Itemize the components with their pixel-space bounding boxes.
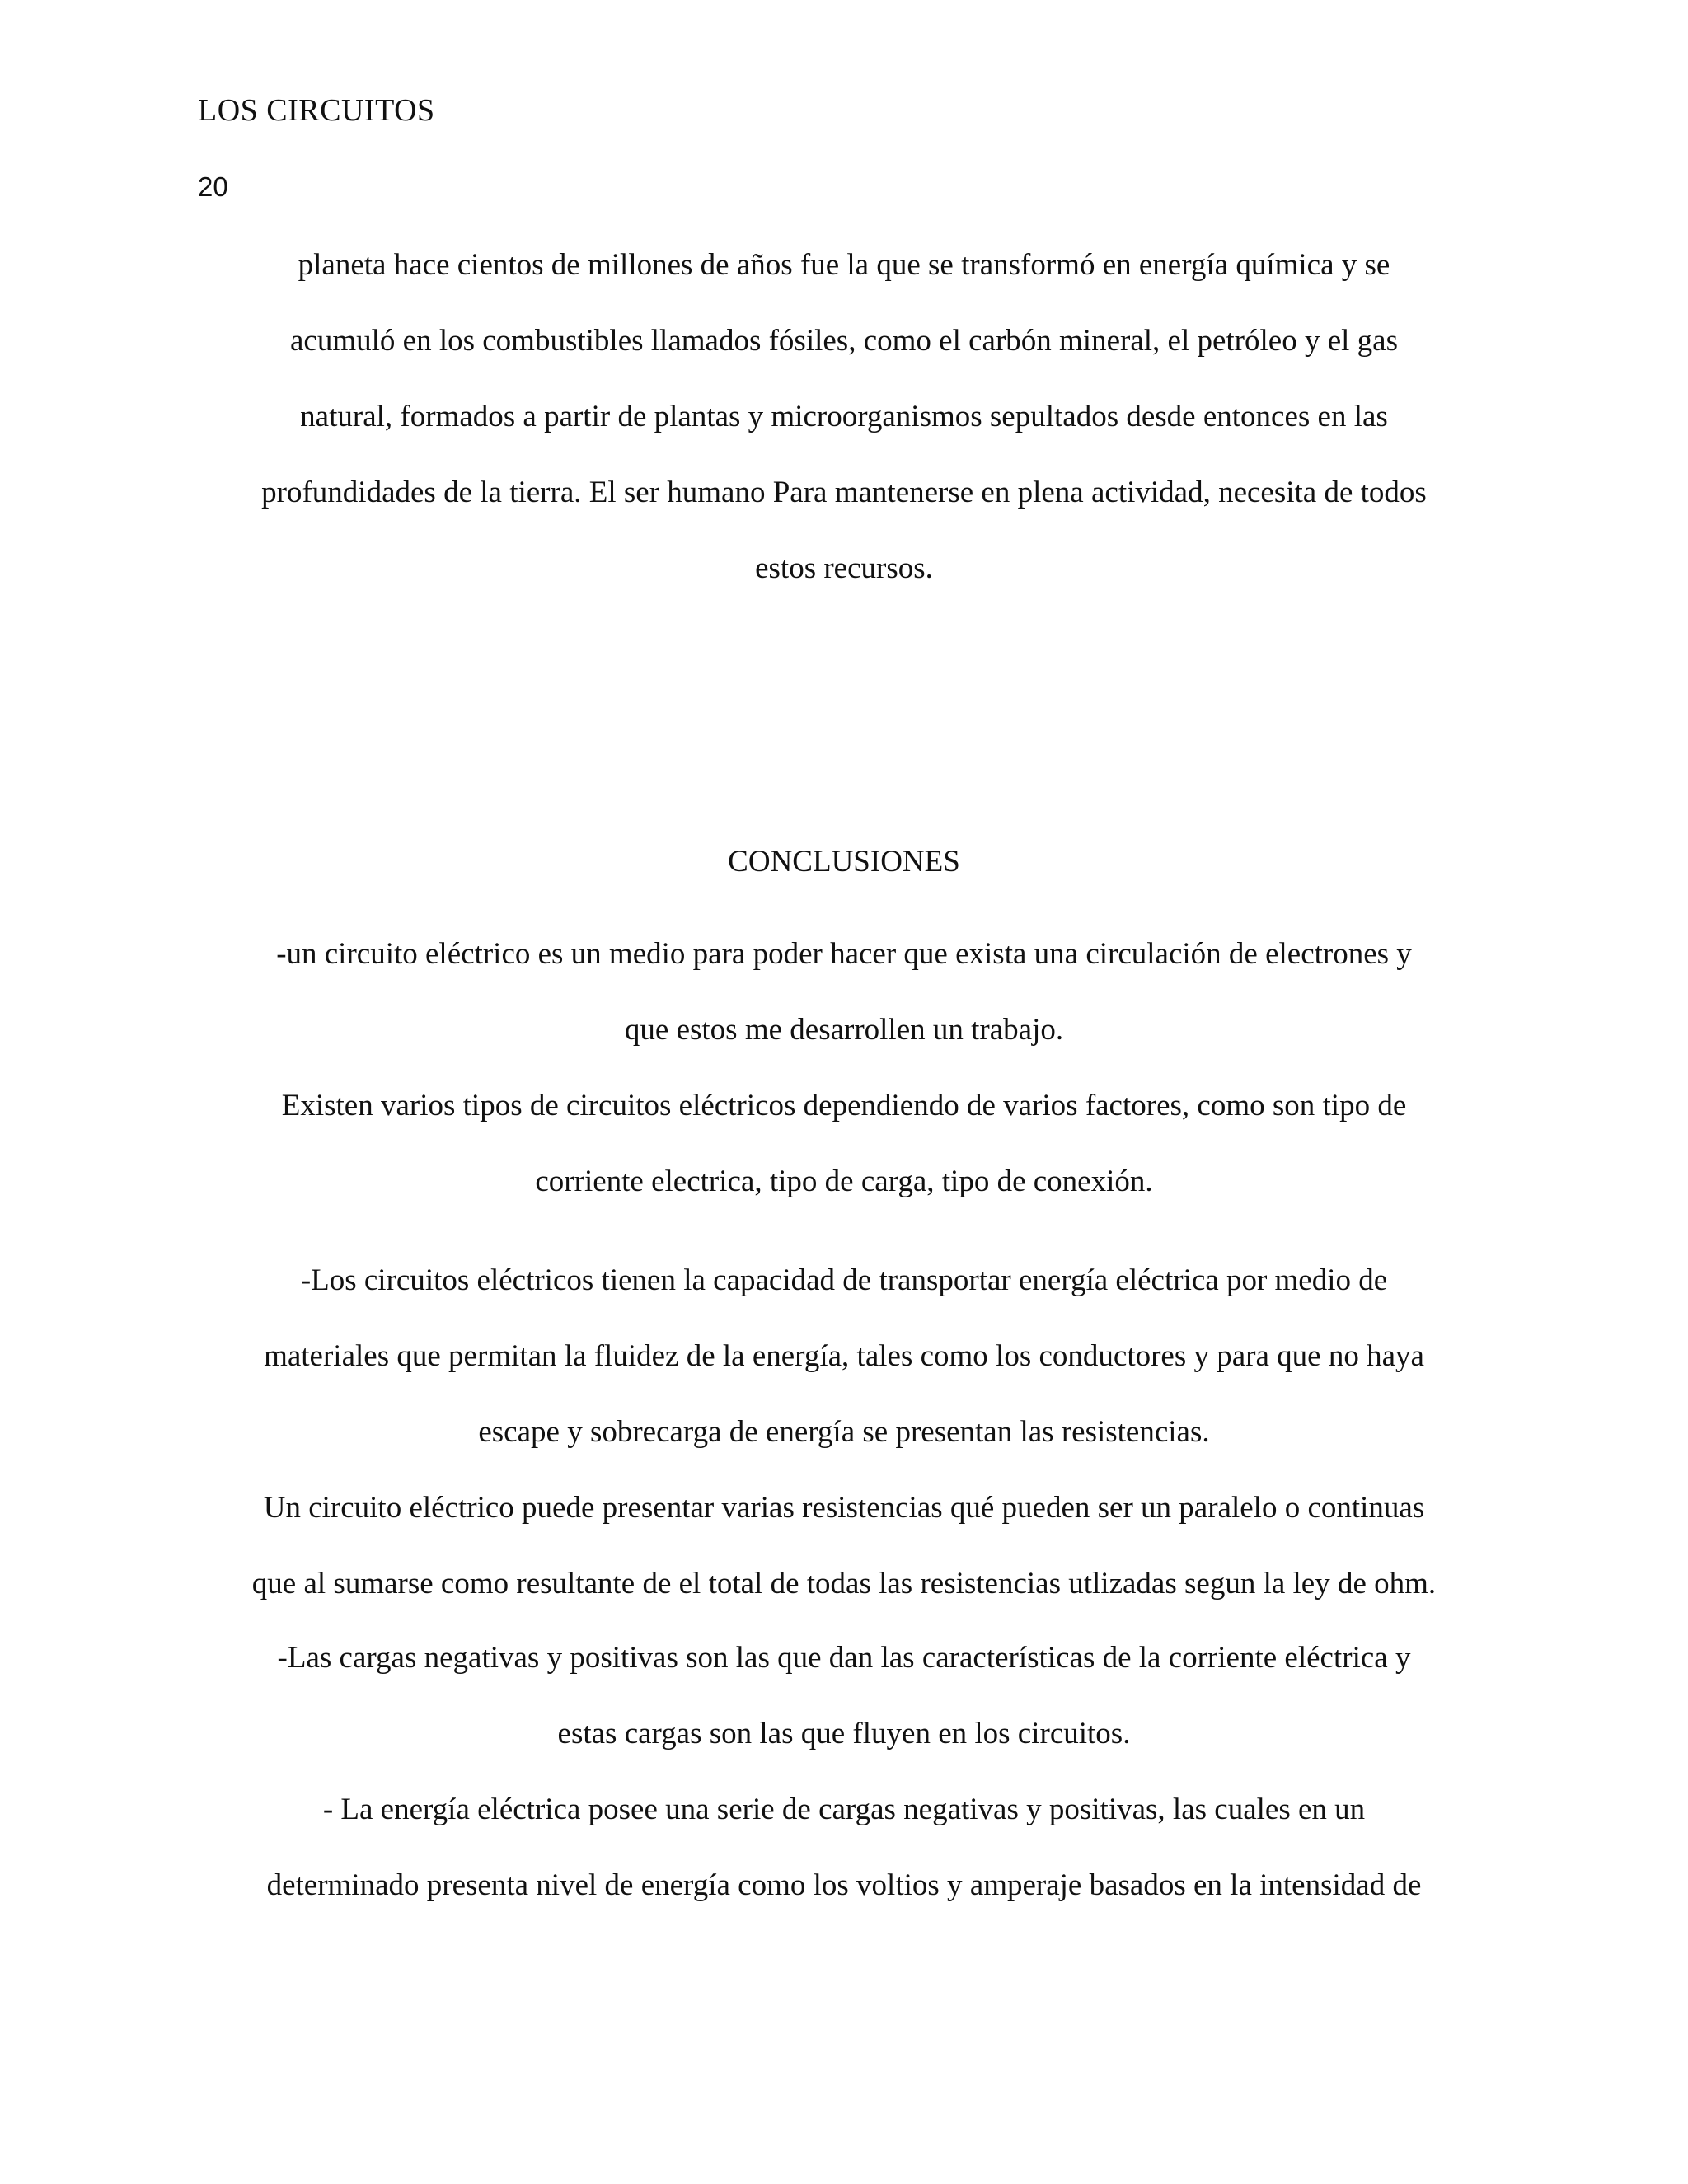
intro-paragraph xyxy=(198,227,1490,607)
paragraph-line: acumuló en los combustibles llamados fósiles, como el carbón mineral, el petróleo y el gas xyxy=(290,324,1398,358)
paragraph-line: escape y sobrecarga de energía se presentan las resistencias. xyxy=(478,1415,1210,1449)
paragraph-line: que estos me desarrollen un trabajo. xyxy=(624,1013,1064,1047)
paragraph-line: Un circuito eléctrico puede presentar varias resistencias qué pueden ser un paralelo o continuas xyxy=(263,1491,1425,1525)
paragraph-line: profundidades de la tierra. El ser humano Para mantenerse en plena actividad, necesita de todos xyxy=(261,476,1427,509)
conclusion-paragraph xyxy=(198,1068,1490,1220)
paragraph-line: -un circuito eléctrico es un medio para poder hacer que exista una circulación de electrones y xyxy=(276,937,1412,971)
paragraph-line: estas cargas son las que fluyen en los circuitos. xyxy=(557,1717,1131,1750)
paragraph-line: que al sumarse como resultante de el total de todas las resistencias utlizadas segun la ley de ohm. xyxy=(251,1567,1437,1601)
paragraph-line: materiales que permitan la fluidez de la energía, tales como los conductores y para que no haya xyxy=(264,1339,1424,1373)
section-heading: CONCLUSIONES xyxy=(728,845,960,879)
paragraph-line: - La energía eléctrica posee una serie de cargas negativas y positivas, las cuales en un xyxy=(322,1793,1366,1826)
paragraph-line: determinado presenta nivel de energía como los voltios y amperaje basados en la intensidad de xyxy=(266,1868,1422,1902)
paragraph-line: -Los circuitos eléctricos tienen la capacidad de transportar energía eléctrica por medio de xyxy=(300,1263,1388,1297)
conclusion-paragraph xyxy=(198,1772,1490,1924)
paragraph-line: Existen varios tipos de circuitos eléctricos dependiendo de varios factores, como son tipo de xyxy=(281,1089,1407,1122)
paragraph-line: planeta hace cientos de millones de años fue la que se transformó en energía química y se xyxy=(298,248,1390,282)
conclusion-paragraph xyxy=(198,1470,1490,1622)
paragraph-line: natural, formados a partir de plantas y microorganismos sepultados desde entonces en las xyxy=(300,400,1388,434)
paragraph-line: estos recursos. xyxy=(755,551,933,585)
paragraph-line: -Las cargas negativas y positivas son las que dan las características de la corriente eléctrica y xyxy=(277,1641,1411,1675)
conclusion-paragraph xyxy=(198,916,1490,1068)
paragraph-line: corriente electrica, tipo de carga, tipo de conexión. xyxy=(535,1165,1153,1198)
running-head: LOS CIRCUITOS xyxy=(198,93,435,128)
conclusion-paragraph xyxy=(198,1243,1490,1470)
conclusion-paragraph xyxy=(198,1620,1490,1772)
page-number: 20 xyxy=(198,171,228,202)
